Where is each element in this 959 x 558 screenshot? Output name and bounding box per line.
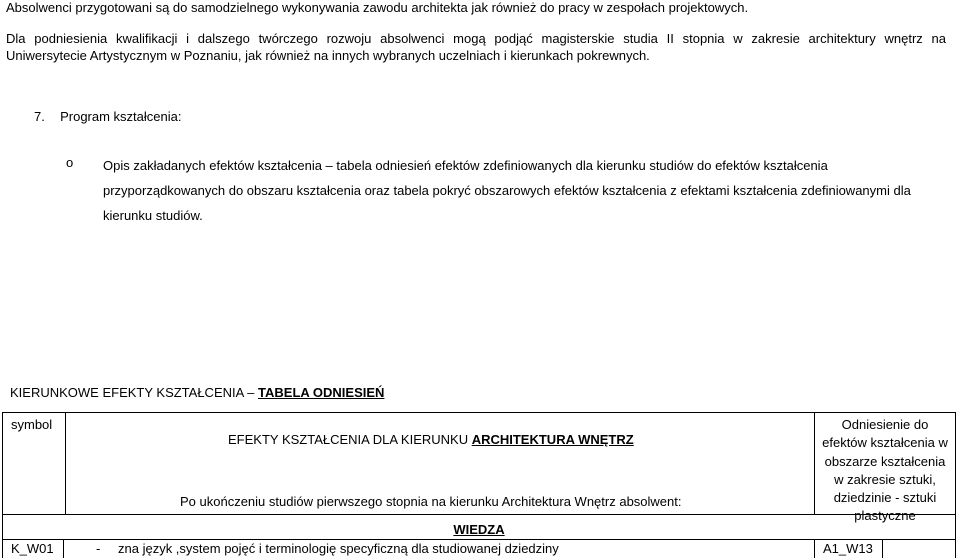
section-label-wiedza: WIEDZA — [453, 522, 505, 537]
column-symbol-header: symbol — [11, 417, 53, 432]
section-number: 7. — [34, 109, 45, 124]
section-title: Program kształcenia: — [60, 109, 182, 124]
reference-header-line: w zakresie sztuki, — [834, 471, 936, 487]
table-title-plain: EFEKTY KSZTAŁCENIA DLA KIERUNKU — [228, 432, 472, 447]
paragraph-line-2: Uniwersytecie Artystycznym w Poznaniu, jak również na innych wybranych uczelniach i kierunkach pokrewnych. — [6, 48, 650, 63]
reference-header-line: dziedzinie - sztuki — [833, 490, 937, 506]
reference-header-line: Odniesienie do — [841, 417, 929, 432]
reference-header-line: efektów kształcenia w — [822, 435, 948, 451]
table-heading — [10, 384, 384, 401]
section-heading — [34, 108, 181, 125]
bullet-marker-icon: o — [66, 155, 74, 170]
table-title-underlined: ARCHITEKTURA WNĘTRZ — [471, 432, 634, 447]
effects-table — [2, 412, 956, 558]
row-reference: A1_W13 — [823, 541, 873, 556]
table-title — [228, 432, 634, 448]
reference-header-line: obszarze kształcenia — [824, 453, 946, 469]
table-heading-plain: KIERUNKOWE EFEKTY KSZTAŁCENIA – — [10, 385, 259, 400]
table-heading-underlined: TABELA ODNIESIEŃ — [258, 385, 385, 400]
table-subtitle: Po ukończeniu studiów pierwszego stopnia na kierunku Architektura Wnętrz absolwent: — [180, 494, 682, 509]
qualification-paragraph — [6, 30, 946, 64]
row-dash: - — [96, 541, 101, 556]
row-symbol: K_W01 — [11, 541, 54, 556]
bullet-text: Opis zakładanych efektów kształcenia – tabela odniesień efektów zdefiniowanych dla kierunku studiów do efektów kształcenia przyporządkowanych do obszaru kształcenia oraz tabela pokryć obszarowych efektów kształcenia z efektami kształcenia zdefiniowanymi dla kierunku studiów. — [103, 158, 911, 223]
reference-header-line: plastyczne — [854, 508, 916, 524]
paragraph-line-1: Dla podniesienia kwalifikacji i dalszego twórczego rozwoju absolwenci mogą podjąć magisterskie studia II stopnia w zakresie architektury wnętrz na — [6, 31, 946, 46]
column-reference-header — [815, 416, 955, 526]
row-description: zna język ,system pojęć i terminologię specyficzną dla studiowanej dziedziny — [118, 541, 559, 556]
intro-text: Absolwenci przygotowani są do samodzielnego wykonywania zawodu architekta jak również do pracy w zespołach projektowych. — [6, 0, 749, 15]
